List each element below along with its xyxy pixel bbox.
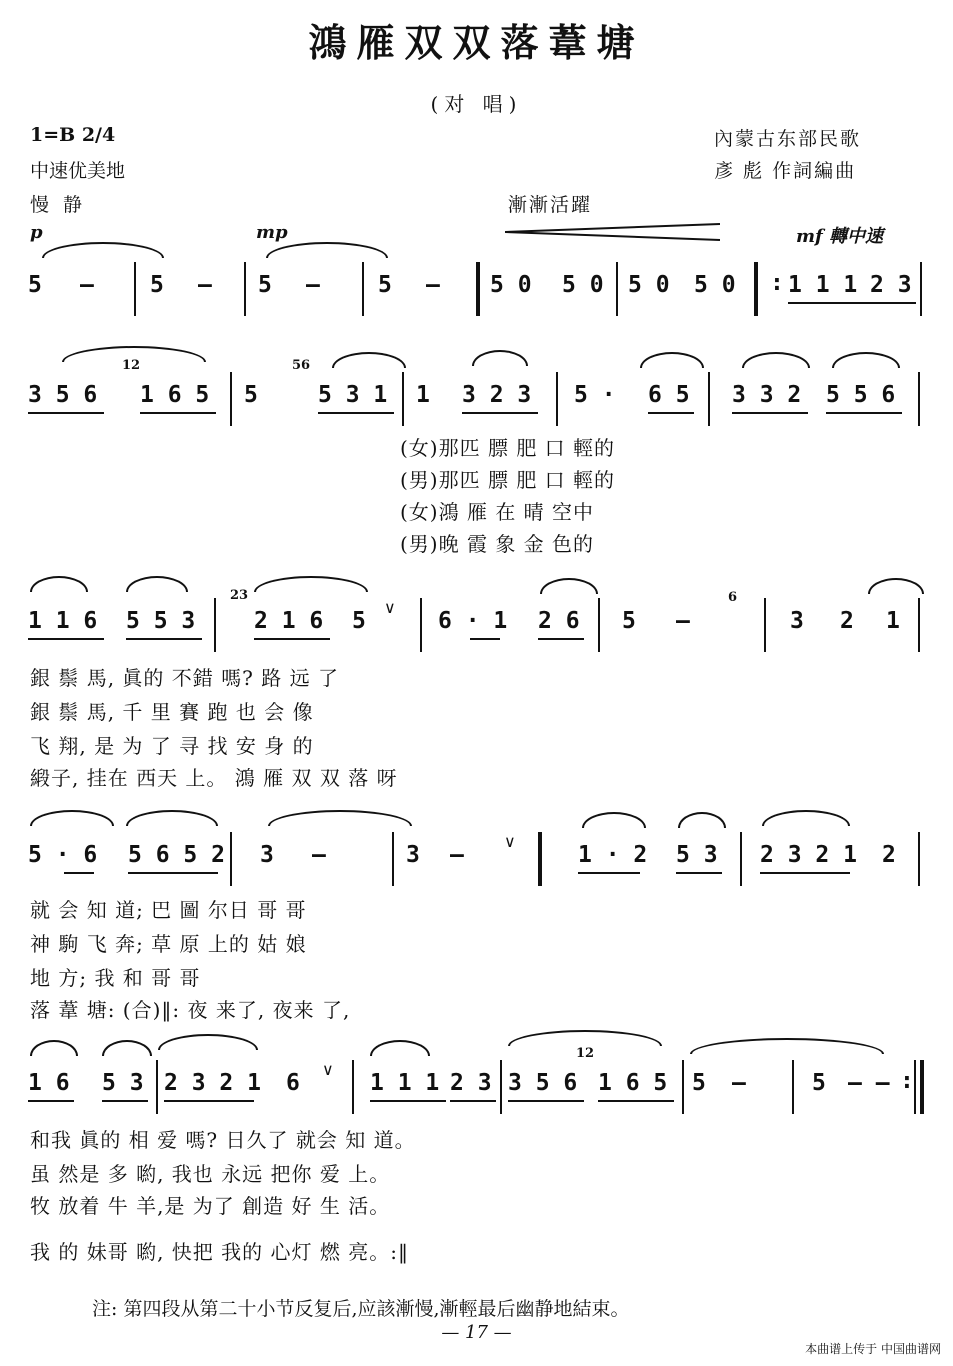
note: 3 [260, 842, 274, 868]
note: 1 6 5 [598, 1070, 668, 1096]
lyric-line: 銀 鬃 馬, 眞的 不錯 嗎? 路 远 了 [30, 666, 339, 690]
note: 1 6 5 [140, 382, 210, 408]
dynamic-p: p [30, 222, 43, 243]
grace-note: 56 [292, 358, 311, 373]
crescendo-hairpin [505, 222, 720, 242]
note: 2 3 2 1 [760, 842, 857, 868]
watermark: 本曲谱上传于 中国曲谱网 [805, 1342, 941, 1356]
lyric-line: 地 方; 我 和 哥 哥 [30, 966, 201, 990]
lyric-line: 飞 翔, 是 为 了 寻 找 安 身 的 [30, 734, 314, 758]
note: 6 5 [648, 382, 690, 408]
note: 1 1 6 [28, 608, 98, 634]
note: 5 0 [694, 272, 736, 298]
note: — [80, 272, 94, 298]
song-title: 鴻雁双双落葦塘 [308, 20, 645, 65]
note: 5 5 6 [826, 382, 896, 408]
lyric-line: 就 会 知 道; 巴 圖 尔日 哥 哥 [30, 898, 307, 922]
note: 1 1 1 [370, 1070, 440, 1096]
note: 5 3 [102, 1070, 144, 1096]
song-source: 內蒙古东部民歌 [714, 128, 862, 150]
note: 2 [840, 608, 854, 634]
tempo-marking: 中速优美地 [30, 160, 126, 182]
staff-line-4: 5 · 6 5 6 5 2 3 — 3 — ∨ 1 · 2 5 3 2 3 2 1 2 [22, 832, 922, 892]
lyric-line: (女)那匹 膘 肥 口 輕的 [400, 436, 616, 460]
note: 3 [790, 608, 804, 634]
note: 5 5 3 [126, 608, 196, 634]
note: — [198, 272, 212, 298]
note: — [450, 842, 464, 868]
note: 3 2 3 [462, 382, 532, 408]
grace-note: 6 [728, 590, 738, 605]
note: 2 6 [538, 608, 580, 634]
grace-note: 23 [230, 588, 249, 603]
lyric-line: (女)鴻 雁 在 晴 空中 [400, 500, 595, 524]
note: 3 3 2 [732, 382, 802, 408]
page-number: — 17 — [441, 1322, 512, 1343]
staff-line-2 [22, 358, 922, 432]
note: 5 0 [490, 272, 532, 298]
note: 5 3 [676, 842, 718, 868]
note: 5 [692, 1070, 706, 1096]
note: — [732, 1070, 746, 1096]
lyric-line: 我 的 妹哥 喲, 快把 我的 心灯 燃 亮。:‖ [30, 1240, 409, 1264]
lyric-line: 虽 然是 多 喲, 我也 永远 把你 爱 上。 [30, 1162, 391, 1186]
note: — — [848, 1070, 890, 1096]
note: 5 [812, 1070, 826, 1096]
expression-mark-2: 漸漸活躍 [508, 194, 593, 216]
grace-note: 12 [576, 1046, 595, 1061]
staff-line-1: 5 — 5 — 5 — 5 — 5 0 5 0 5 0 5 0 : 1 1 1 2 3 [22, 262, 922, 322]
note: — [426, 272, 440, 298]
note: 5 · 6 [28, 842, 98, 868]
lyric-line: (男)晚 霞 象 金 色的 [400, 532, 595, 556]
note: 1 [416, 382, 430, 408]
lyric-line: (男)那匹 膘 肥 口 輕的 [400, 468, 616, 492]
note: 1 1 1 [788, 272, 858, 298]
staff-line-3: 23 6 1 1 6 5 5 3 2 1 6 5 ∨ 6 · 1 2 6 5 — 3 2 1 [22, 598, 922, 658]
lyric-line: 牧 放着 牛 羊,是 为了 創造 好 生 活。 [30, 1194, 391, 1218]
note: 5 [28, 272, 42, 298]
note: 3 5 6 [508, 1070, 578, 1096]
note: — [312, 842, 326, 868]
song-subtitle: (对 唱) [430, 92, 523, 116]
grace-note: 12 [122, 358, 141, 373]
note: 5 [244, 382, 258, 408]
note: 3 5 6 [28, 382, 98, 408]
staff-line-5: 12 1 6 5 3 2 3 2 1 6 ∨ 1 1 1 2 3 3 5 6 1 6 5 5 — 5 — — : [22, 1060, 922, 1120]
lyric-line: 銀 鬃 馬, 千 里 賽 跑 也 会 像 [30, 700, 314, 724]
lyric-line: 落 葦 塘: (合)‖: 夜 来了, 夜来 了, [30, 998, 351, 1022]
note: — [676, 608, 690, 634]
note: 2 3 [450, 1070, 492, 1096]
dynamic-mf: mf 轉中速 [796, 226, 884, 247]
note: 6 [286, 1070, 300, 1096]
note: 5 [622, 608, 636, 634]
note: 1 · 2 [578, 842, 648, 868]
note: — [306, 272, 320, 298]
song-arranger: 彥 彪 作詞編曲 [714, 160, 857, 182]
note: 5 · [574, 382, 616, 408]
footnote: 注: 第四段从第二十小节反复后,应該漸慢,漸輕最后幽静地結束。 [92, 1298, 630, 1320]
expression-mark: 慢 静 [30, 194, 87, 216]
note: 2 1 6 [254, 608, 324, 634]
lyric-line: 和我 眞的 相 爱 嗎? 日久了 就会 知 道。 [30, 1128, 416, 1152]
lyric-line: 神 駒 飞 奔; 草 原 上的 姑 娘 [30, 932, 307, 956]
note: 5 0 [628, 272, 670, 298]
key-signature: 1=B 2/4 [30, 124, 116, 146]
note: 2 3 2 1 [164, 1070, 261, 1096]
lyric-line: 緞子, 挂在 西天 上。 鴻 雁 双 双 落 呀 [30, 766, 398, 790]
dynamic-mp: mp [256, 222, 288, 243]
note: 5 [258, 272, 272, 298]
note: 1 6 [28, 1070, 70, 1096]
note: 2 [882, 842, 896, 868]
note: 3 [406, 842, 420, 868]
note: 1 [886, 608, 900, 634]
note: 6 · 1 [438, 608, 508, 634]
note: 5 [352, 608, 366, 634]
note: 5 [150, 272, 164, 298]
note: 5 0 [562, 272, 604, 298]
note: 5 6 5 2 [128, 842, 225, 868]
note: 5 3 1 [318, 382, 388, 408]
note: 2 3 [870, 272, 912, 298]
note: 5 [378, 272, 392, 298]
